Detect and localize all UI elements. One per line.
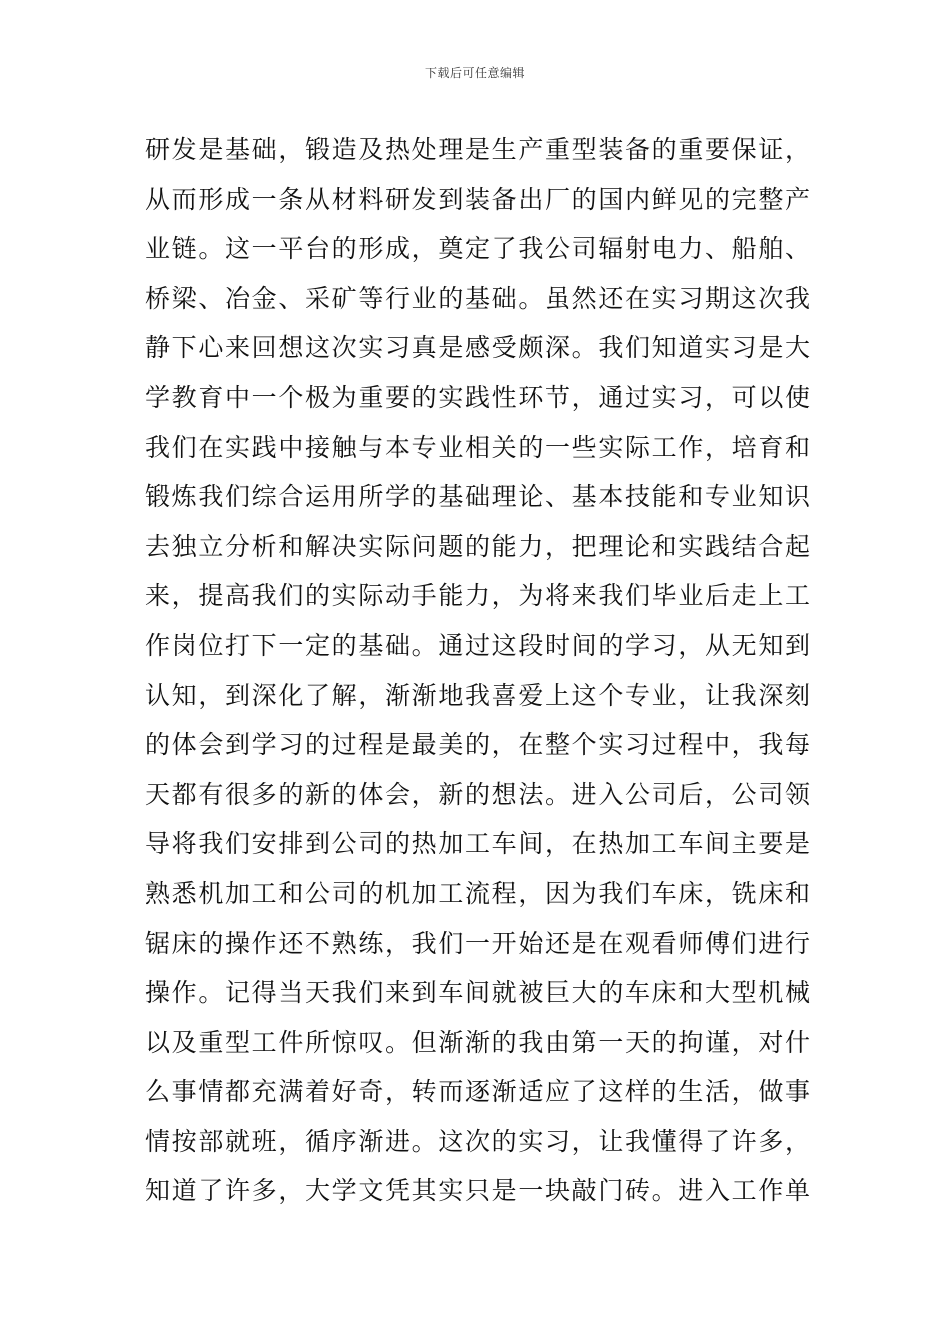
text-line: 的体会到学习的过程是最美的，在整个实习过程中，我每 xyxy=(145,730,810,760)
text-line: 作岗位打下一定的基础。通过这段时间的学习，从无知到 xyxy=(145,630,810,660)
text-line: 来，提高我们的实际动手能力，为将来我们毕业后走上工 xyxy=(145,581,810,611)
text-line: 锻炼我们综合运用所学的基础理论、基本技能和专业知识 xyxy=(145,482,810,512)
body-paragraph xyxy=(145,125,810,1216)
text-line: 学教育中一个极为重要的实践性环节，通过实习，可以使 xyxy=(145,382,810,412)
text-line: 静下心来回想这次实习真是感受颇深。我们知道实习是大 xyxy=(145,333,810,363)
text-line: 熟悉机加工和公司的机加工流程，因为我们车床，铣床和 xyxy=(145,878,810,908)
text-line: 认知，到深化了解，渐渐地我喜爱上这个专业，让我深刻 xyxy=(145,680,810,710)
text-line: 桥梁、冶金、采矿等行业的基础。虽然还在实习期这次我 xyxy=(145,283,810,313)
text-line: 操作。记得当天我们来到车间就被巨大的车床和大型机械 xyxy=(145,978,810,1008)
text-line: 从而形成一条从材料研发到装备出厂的国内鲜见的完整产 xyxy=(145,184,810,214)
text-line: 去独立分析和解决实际问题的能力，把理论和实践结合起 xyxy=(145,531,810,561)
text-line: 知道了许多，大学文凭其实只是一块敲门砖。进入工作单 xyxy=(145,1176,810,1206)
text-line: 天都有很多的新的体会，新的想法。进入公司后，公司领 xyxy=(145,779,810,809)
text-line: 导将我们安排到公司的热加工车间，在热加工车间主要是 xyxy=(145,829,810,859)
text-line: 我们在实践中接触与本专业相关的一些实际工作，培育和 xyxy=(145,432,810,462)
text-line: 业链。这一平台的形成，奠定了我公司辐射电力、船舶、 xyxy=(145,234,810,264)
text-line: 研发是基础，锻造及热处理是生产重型装备的重要保证， xyxy=(145,135,810,164)
text-line: 锯床的操作还不熟练，我们一开始还是在观看师傅们进行 xyxy=(145,928,810,958)
text-line: 以及重型工件所惊叹。但渐渐的我由第一天的拘谨，对什 xyxy=(145,1027,810,1057)
text-line: 情按部就班，循序渐进。这次的实习，让我懂得了许多， xyxy=(145,1126,810,1156)
page-header: 下载后可任意编辑 xyxy=(424,66,525,80)
text-line: 么事情都充满着好奇，转而逐渐适应了这样的生活，做事 xyxy=(145,1077,810,1107)
